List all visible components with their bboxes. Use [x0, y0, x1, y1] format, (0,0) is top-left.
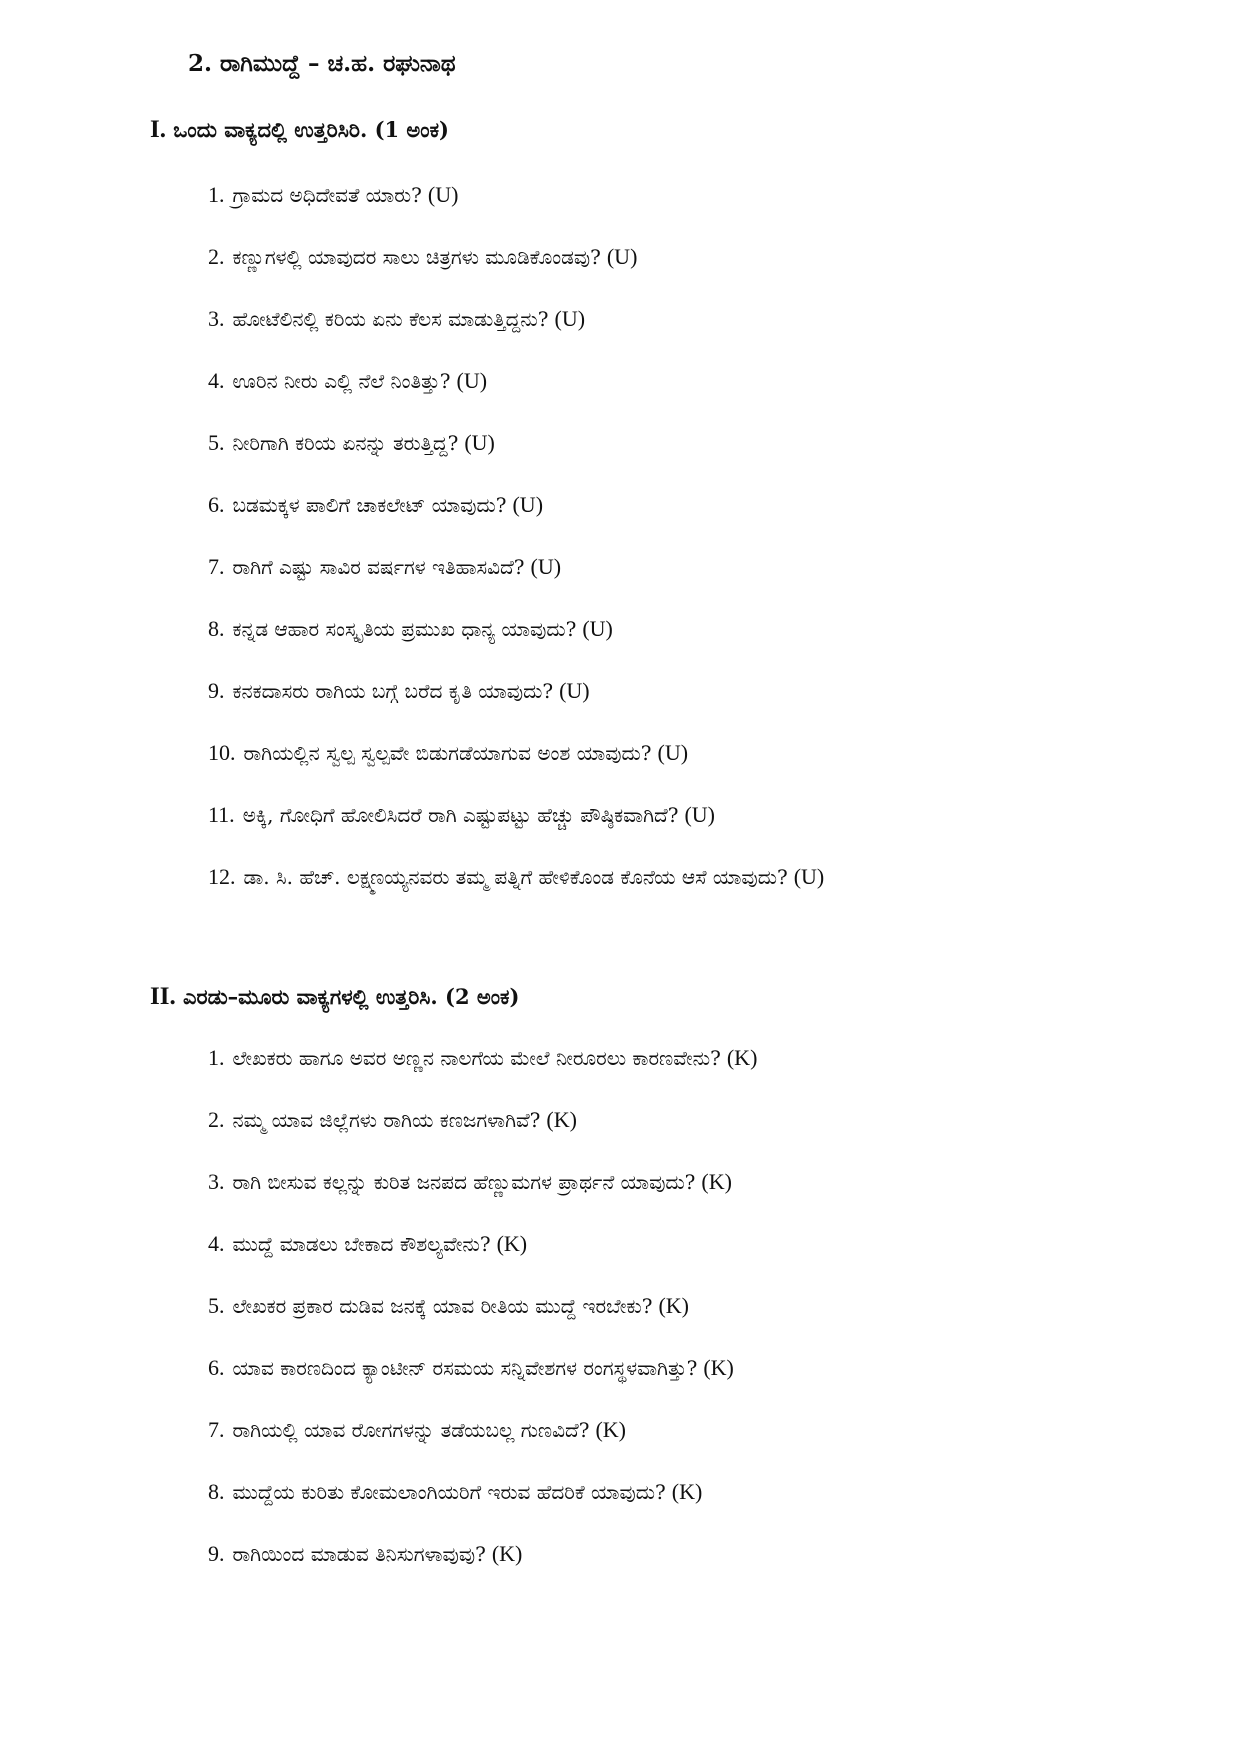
question-tag: (U)	[606, 244, 638, 269]
question-number: 5.	[208, 430, 225, 455]
question-tag: (K)	[595, 1417, 626, 1442]
question-number: 6.	[208, 1355, 225, 1380]
question-item	[208, 1415, 757, 1477]
question-number: 5.	[208, 1293, 225, 1318]
question-text: ಅಕ್ಕಿ, ಗೋಧಿಗೆ ಹೋಲಿಸಿದರೆ ರಾಗಿ ಎಷ್ಟುಪಟ್ಟು ಹೆಚ್ಚು ಪೌಷ್ಠಿಕವಾಗಿದೆ?	[242, 803, 679, 827]
question-number: 2.	[208, 244, 225, 269]
question-item	[208, 1477, 757, 1539]
question-number: 7.	[208, 554, 225, 579]
question-tag: (U)	[684, 802, 715, 827]
question-text: ಮುದ್ದೆಯ ಕುರಿತು ಕೋಮಲಾಂಗಿಯರಿಗೆ ಇರುವ ಹೆದರಿಕೆ ಯಾವುದು?	[232, 1480, 666, 1504]
question-text: ಊರಿನ ನೀರು ಎಲ್ಲಿ ನೆಲೆ ನಿಂತಿತ್ತು?	[232, 369, 451, 393]
question-number: 9.	[208, 1541, 225, 1566]
question-item	[208, 1043, 757, 1105]
question-text: ಕನಕದಾಸರು ರಾಗಿಯ ಬಗ್ಗೆ ಬರೆದ ಕೃತಿ ಯಾವುದು?	[232, 679, 554, 703]
question-text: ಹೋಟೆಲಿನಲ್ಲಿ ಕರಿಯ ಏನು ಕೆಲಸ ಮಾಡುತ್ತಿದ್ದನು?	[232, 307, 549, 331]
question-text: ಕಣ್ಣುಗಳಲ್ಲಿ ಯಾವುದರ ಸಾಲು ಚಿತ್ರಗಳು ಮೂಡಿಕೊಂಡವು?	[232, 245, 601, 269]
question-item	[208, 738, 824, 800]
question-text: ಕನ್ನಡ ಆಹಾರ ಸಂಸ್ಕೃತಿಯ ಪ್ರಮುಖ ಧಾನ್ಯ ಯಾವುದು?	[232, 617, 577, 641]
question-item	[208, 1229, 757, 1291]
question-text: ಲೇಖಕರು ಹಾಗೂ ಅವರ ಅಣ್ಣನ ನಾಲಗೆಯ ಮೇಲೆ ನೀರೂರಲು ಕಾರಣವೇನು?	[232, 1046, 721, 1070]
question-item	[208, 242, 824, 304]
question-tag: (K)	[658, 1293, 689, 1318]
section-1-question-list	[208, 180, 824, 924]
section-1-heading	[150, 116, 449, 144]
question-item	[208, 180, 824, 242]
question-tag: (K)	[491, 1541, 523, 1566]
question-number: 3.	[208, 306, 225, 331]
question-number: 12.	[208, 864, 236, 889]
question-number: 1.	[208, 182, 225, 207]
question-number: 1.	[208, 1045, 225, 1070]
question-item	[208, 1353, 757, 1415]
question-number: 8.	[208, 616, 225, 641]
question-text: ನೀರಿಗಾಗಿ ಕರಿಯ ಏನನ್ನು ತರುತ್ತಿದ್ದ?	[232, 431, 459, 455]
question-item	[208, 1539, 757, 1601]
section-2-heading-text: ಎರಡು–ಮೂರು ವಾಕ್ಯಗಳಲ್ಲಿ ಉತ್ತರಿಸಿ. (2 ಅಂಕ)	[183, 984, 520, 1009]
question-text: ರಾಗಿಯಲ್ಲಿನ ಸ್ವಲ್ಪ ಸ್ವಲ್ಪವೇ ಬಿಡುಗಡೆಯಾಗುವ ಅಂಶ ಯಾವುದು?	[243, 741, 652, 765]
question-tag: (U)	[512, 492, 544, 517]
question-number: 2.	[208, 1107, 225, 1132]
question-text: ಡಾ. ಸಿ. ಹೆಚ್. ಲಕ್ಷ್ಮಣಯ್ಯನವರು ತಮ್ಮ ಪತ್ನಿಗೆ ಹೇಳಿಕೊಂಡ ಕೊನೆಯ ಆಸೆ ಯಾವುದು?	[243, 865, 788, 889]
question-text: ಮುದ್ದೆ ಮಾಡಲು ಬೇಕಾದ ಕೌಶಲ್ಯವೇನು?	[232, 1232, 491, 1256]
question-tag: (U)	[554, 306, 586, 331]
question-item	[208, 490, 824, 552]
section-1-heading-text: ಒಂದು ವಾಕ್ಯದಲ್ಲಿ ಉತ್ತರಿಸಿರಿ. (1 ಅಂಕ)	[173, 117, 449, 142]
question-item	[208, 1105, 757, 1167]
question-tag: (U)	[559, 678, 590, 703]
question-text: ರಾಗಿಯಲ್ಲಿ ಯಾವ ರೋಗಗಳನ್ನು ತಡೆಯಬಲ್ಲ ಗುಣವಿದೆ?	[232, 1418, 590, 1442]
question-item	[208, 800, 824, 862]
question-item	[208, 614, 824, 676]
question-tag: (K)	[726, 1045, 758, 1070]
question-item	[208, 862, 824, 924]
question-tag: (K)	[703, 1355, 734, 1380]
question-number: 6.	[208, 492, 225, 517]
question-text: ಯಾವ ಕಾರಣದಿಂದ ಕ್ಯಾಂಟೀನ್ ರಸಮಯ ಸನ್ನಿವೇಶಗಳ ರಂಗಸ್ಥಳವಾಗಿತ್ತು?	[232, 1356, 698, 1380]
question-item	[208, 304, 824, 366]
question-number: 8.	[208, 1479, 225, 1504]
question-number: 10.	[208, 740, 236, 765]
question-number: 4.	[208, 1231, 225, 1256]
question-tag: (U)	[464, 430, 495, 455]
question-tag: (K)	[671, 1479, 703, 1504]
question-item	[208, 676, 824, 738]
question-text: ರಾಗಿಯಿಂದ ಮಾಡುವ ತಿನಿಸುಗಳಾವುವು?	[232, 1542, 486, 1566]
question-text: ರಾಗಿ ಬೀಸುವ ಕಲ್ಲನ್ನು ಕುರಿತ ಜನಪದ ಹೆಣ್ಣುಮಗಳ ಪ್ರಾರ್ಥನೆ ಯಾವುದು?	[232, 1170, 696, 1194]
section-2-question-list	[208, 1043, 757, 1601]
question-number: 4.	[208, 368, 225, 393]
question-tag: (U)	[456, 368, 488, 393]
question-tag: (U)	[657, 740, 689, 765]
question-text: ಗ್ರಾಮದ ಅಧಿದೇವತೆ ಯಾರು?	[232, 183, 422, 207]
question-tag: (U)	[427, 182, 459, 207]
question-item	[208, 428, 824, 490]
section-2-heading	[150, 983, 519, 1011]
question-item	[208, 1291, 757, 1353]
question-item	[208, 366, 824, 428]
question-number: 11.	[208, 802, 235, 827]
question-number: 7.	[208, 1417, 225, 1442]
page-title: 2. ರಾಗಿಮುದ್ದೆ – ಚ.ಹ. ರಘುನಾಥ	[188, 50, 456, 77]
section-2-roman: II.	[150, 983, 176, 1010]
question-number: 9.	[208, 678, 225, 703]
section-1-roman: I.	[150, 116, 166, 143]
question-tag: (U)	[530, 554, 562, 579]
question-tag: (U)	[793, 864, 825, 889]
question-item	[208, 1167, 757, 1229]
question-text: ಲೇಖಕರ ಪ್ರಕಾರ ದುಡಿವ ಜನಕ್ಕೆ ಯಾವ ರೀತಿಯ ಮುದ್ದೆ ಇರಬೇಕು?	[232, 1294, 653, 1318]
question-number: 3.	[208, 1169, 225, 1194]
question-text: ರಾಗಿಗೆ ಎಷ್ಟು ಸಾವಿರ ವರ್ಷಗಳ ಇತಿಹಾಸವಿದೆ?	[232, 555, 525, 579]
question-text: ಬಡಮಕ್ಕಳ ಪಾಲಿಗೆ ಚಾಕಲೇಟ್ ಯಾವುದು?	[232, 493, 507, 517]
question-item	[208, 552, 824, 614]
question-tag: (K)	[496, 1231, 528, 1256]
question-tag: (K)	[701, 1169, 732, 1194]
question-text: ನಮ್ಮ ಯಾವ ಜಿಲ್ಲೆಗಳು ರಾಗಿಯ ಕಣಜಗಳಾಗಿವೆ?	[232, 1108, 541, 1132]
question-tag: (U)	[582, 616, 613, 641]
question-tag: (K)	[546, 1107, 577, 1132]
